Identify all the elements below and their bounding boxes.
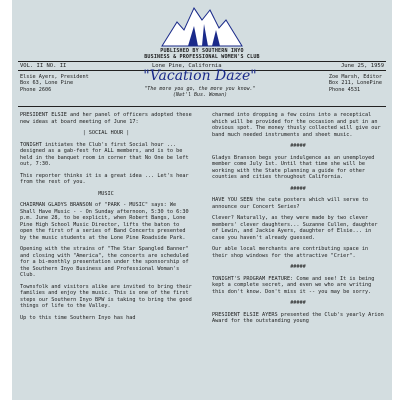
section-heading-music: MUSIC xyxy=(98,190,114,197)
paragraph: HAVE YOU SEEN the cute posters which will serve to announce our Concert Series? xyxy=(212,197,372,210)
contact-line: Zoe Marsh, Editor xyxy=(328,74,382,80)
contact-line: Elsie Ayers, President xyxy=(20,74,89,80)
paragraph: This reporter thinks it is a great idea ... Let's hear from the rest of you. xyxy=(20,172,192,185)
paragraph: CHAIRMAN GLADYS BRANSON of "PARK - MUSIC" says: We Shall Have Music - - On Sunday afternoon, 5:30 to 6:30 p.m. June 28, to be explicit, when Robert Bangs, Lone Pine High School Music Director, lifts the baton to open the first of a series of Band Concerts presented by the music students at the Lone Pine Roadside Park. xyxy=(20,202,192,241)
section-divider: ##### xyxy=(290,143,306,149)
contact-line: Phone 4531 xyxy=(328,86,361,93)
publisher-line-1: PUBLISHED BY SOUTHERN INYO xyxy=(160,48,244,54)
location: Lone Pine, California xyxy=(152,63,222,69)
publisher-line xyxy=(12,48,392,60)
paragraph: Opening with the strains of "The Star Spangled Banner" and closing with "America", the concerts are scheduled for a bi-monthly presentation under the sponsorship of the Southern Inyo Business and Professional Woman's Club. xyxy=(20,246,192,278)
paragraph: Townsfolk and visitors alike are invited to bring their families and enjoy the music. This is one of the first steps our Southern Inyo BPW is taking to bring the good things of life to the Valley. xyxy=(20,283,195,309)
paragraph: charmed into dropping a few coins into a receptical which will be provided for the occasion and put in an obvious spot. The money thusly collected will give our band much needed instruments and sheet music. xyxy=(212,112,384,138)
publisher-line-2: BUSINESS & PROFESSIONAL WOMEN'S CLUB xyxy=(144,54,260,60)
issue-date: June 25, 1959 xyxy=(340,63,384,69)
section-heading-social-hour: | SOCIAL HOUR | xyxy=(82,130,130,136)
motto xyxy=(120,86,280,98)
top-rule xyxy=(18,61,386,62)
paragraph: Gladys Branson begs your indulgence as an unemployed member come July 1st. Until that time she will be working with the State planning a guide for other counties and cities throughout California. xyxy=(212,154,378,180)
left-column xyxy=(20,112,195,326)
paragraph: Our able local merchants are contributing space in their shop windows for the attractive "Crier". xyxy=(212,246,372,259)
contact-line: Phone 2606 xyxy=(20,86,52,93)
newsletter-page xyxy=(12,0,392,400)
paragraph: TONIGHT initiates the Club's first Social hour ... designed as a gab-fest for ALL members, and is to be held in the banquet room in corner that No One be left out, 7:30. xyxy=(20,141,192,167)
contact-line: Box 211, LonePine xyxy=(328,80,382,87)
newsletter-title: "Vacation Daze" xyxy=(143,68,257,84)
volume-number: VOL. II NO. II xyxy=(20,63,67,69)
header-rule xyxy=(18,106,386,107)
section-divider: ##### xyxy=(290,264,306,270)
editor-contact xyxy=(329,74,382,93)
paragraph: PRESIDENT ELSIE AYERS presented the Club's yearly Arion Award for the outstanding young xyxy=(212,311,387,324)
section-divider: ##### xyxy=(290,300,306,306)
president-contact xyxy=(20,74,89,93)
motto-line: "The more you go, the more you know." xyxy=(144,86,256,92)
motto-source: (Nat'l Bus. Woman) xyxy=(172,92,228,98)
paragraph: TONIGHT'S PROGRAM FEATURE: Come and see! It is being kept a complete secret, and even we who are writing this don't know. Don't miss it -- you may be sorry. xyxy=(212,275,378,295)
right-column xyxy=(212,112,387,330)
paragraph: PRESIDENT ELSIE and her panel of officers adopted these new ideas at board meeting of June 17: xyxy=(20,112,195,125)
paragraph: Clever? Naturally, as they were made by two clever members' clever daughters... Suzanne Cullen, daughter of Lewin, and Jackie Ayers, daughter of Elsie... in case you haven't already guessed. xyxy=(212,215,381,241)
paragraph: Up to this time Southern Inyo has had xyxy=(20,314,136,321)
contact-line: Box 63, Lone Pine xyxy=(20,80,74,87)
section-divider: ##### xyxy=(290,185,306,192)
